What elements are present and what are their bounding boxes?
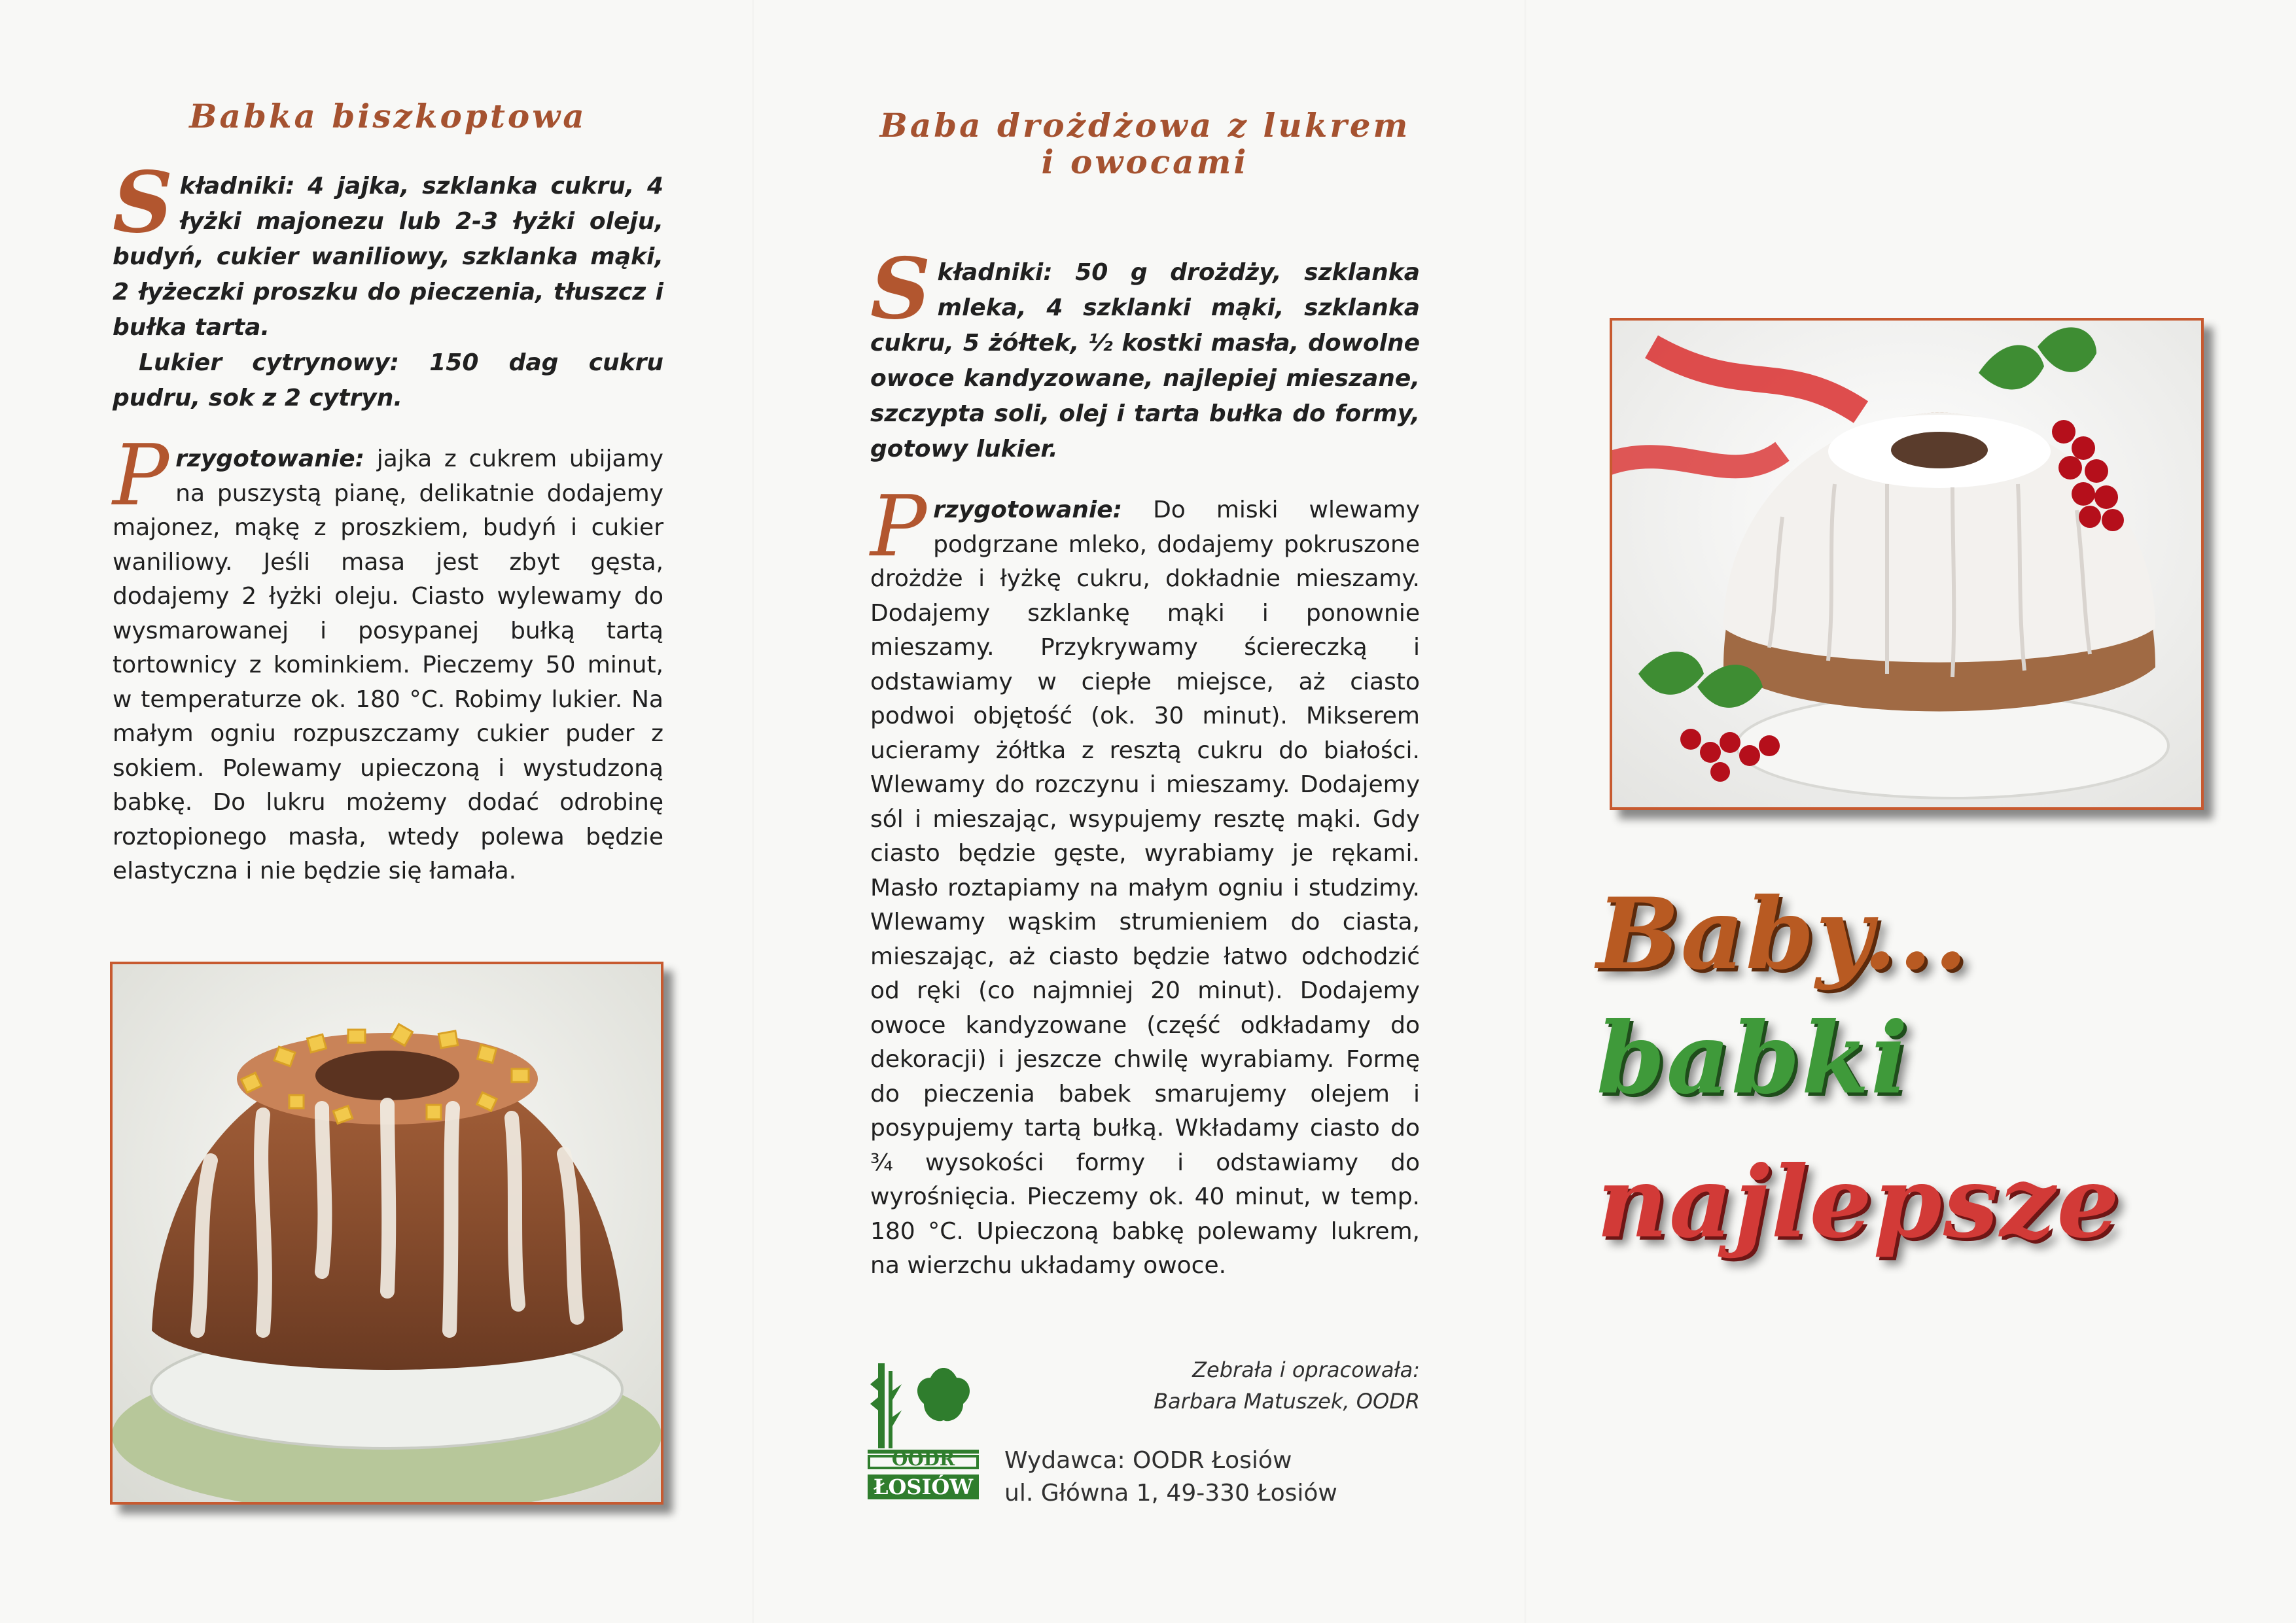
sugar-babka-illustration [1612,321,2201,807]
publisher-info [1004,1444,1337,1510]
cover-title-line-2: babki [1597,1001,1909,1116]
preparation-label: rzygotowanie: [175,445,365,472]
preparation-body: Do miski wlewamy podgrzane mleko, dodajemy pokruszone drożdże i łyżkę cukru, dokładnie mieszamy. Dodajemy szklankę mąki i ponownie mieszamy. Przykrywamy ściereczką i odstawiamy w ciepłe miejsce, aż ciasto podwoi objętość (ok. 30 minut). Mikserem ucieramy żółtka z resztą cukru do białości. Wlewamy do rozczynu i mieszamy. Dodajemy sól i mieszając, wsypujemy resztę mąki. Gdy ciasto będzie gęste, wyrabiamy je rękami. Masło roztapiamy na małym ogniu i studzimy. Wlewamy wąskim strumieniem do ciasta, mieszając, aż ciasto będzie łatwo odchodzić od ręki (co najmniej 20 minut). Dodajemy owoce kandyzowane (część odkładamy do dekoracji) i jeszcze chwilę wyrabiamy. Formę do pieczenia babek smarujemy olejem i posypujemy tartą bułką. Wkładamy ciasto do ¾ wysokości formy i odstawiamy do wyrośnięcia. Pieczemy ok. 40 minut, w temp. 180 °C. Upieczoną babkę polewamy lukrem, na wierzchu układamy owoce. [870,497,1420,1279]
credit-author: Barbara Matuszek, OODR [1154,1389,1420,1414]
credits [1112,1354,1420,1417]
ingredients-body: kładniki: 50 g drożdży, szklanka mleka, 4 szklanki mąki, szklanka cukru, 5 żółtek, ½ kostki masła, dowolne owoce kandyzowane, najlepiej mieszane, szczypta soli, olej i tarta bułka do formy, gotowy lukier. [870,259,1420,462]
drop-cap: P [870,478,927,576]
drop-cap: S [113,154,173,252]
publisher-address: ul. Główna 1, 49-330 Łosiów [1004,1480,1337,1507]
recipe-title-babka-biszkoptowa: Babka biszkoptowa [189,97,587,135]
preparation-body: jajka z cukrem ubijamy na puszystą pianę, delikatnie dodajemy majonez, mąkę z proszkiem, budyń i cukier waniliowy. Jeśli masa jest zbyt gęsta, dodajemy 2 łyżki oleju. Ciasto wylewamy do wysmarowanej i posypanej bułką tartą tortownicy z kominkiem. Pieczemy 50 minut, w temperaturze ok. 180 °C. Robimy lukier. Na małym ogniu rozpuszczamy cukier puder z sokiem. Polewamy upieczoną i wystudzoną babkę. Do lukru możemy dodać odrobinę roztopionego masła, wtedy polewa będzie elastyczna i nie będzie się łamała. [113,445,663,884]
cover-title-line-1: Baby... [1597,877,1969,992]
logo-text-losiow: ŁOSIÓW [873,1475,974,1499]
recipe-title-baba-drozdzowa [870,107,1420,181]
panel-middle [870,107,1420,1283]
recipe-title-line-2: i owocami [1041,143,1249,181]
photo-glazed-babka [110,962,663,1505]
logo-emblem-icon [865,1358,981,1501]
ingredients-body: kładniki: 4 jajka, szklanka cukru, 4 łyżki majonezu lub 2-3 łyżki oleju, budyń, cukier waniliowy, szklanka mąki, 2 łyżeczki proszku do pieczenia, tłuszcz i bułka tarta. [113,173,663,341]
glazed-babka-illustration [113,964,661,1502]
drop-cap: P [113,427,169,525]
publisher-name: Wydawca: OODR Łosiów [1004,1447,1292,1474]
oodr-losiow-logo [865,1358,981,1501]
logo-text-oodr: OODR [891,1448,955,1470]
cover-title-line-3: najlepsze [1597,1145,2121,1260]
preparation-text [113,427,663,889]
photo-sugar-dusted-babka [1610,318,2204,810]
drop-cap: S [870,240,931,338]
credit-label: Zebrała i opracowała: [1192,1357,1420,1382]
ingredients-text [870,240,1420,467]
panel-left [113,98,663,889]
fold-line-left [752,0,754,1623]
icing-text: Lukier cytrynowy: 150 dag cukru pudru, sok z 2 cytryn. [113,349,663,411]
preparation-label: rzygotowanie: [933,497,1123,523]
fold-line-right [1525,0,1527,1623]
recipe-title-line-1: Baba drożdżowa z lukrem [879,106,1411,145]
preparation-text [870,478,1420,1283]
ingredients-text [113,154,663,345]
